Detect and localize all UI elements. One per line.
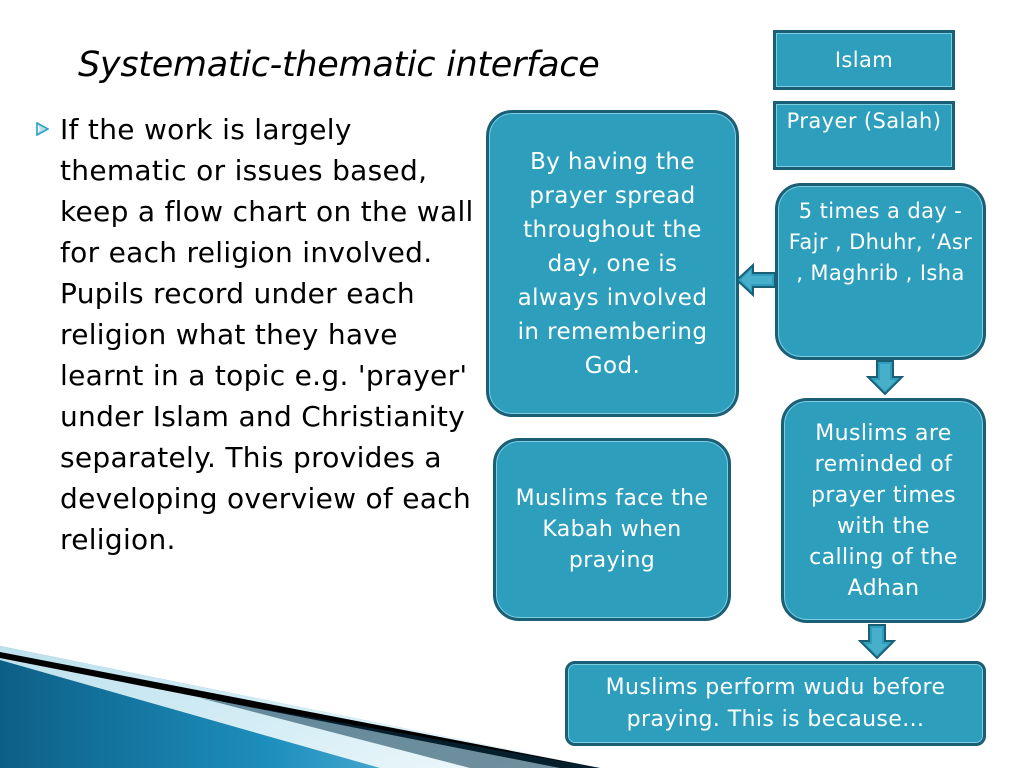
arrow-down-icon: [866, 360, 904, 396]
flowchart-box-prayer-label: Prayer (Salah): [786, 109, 942, 133]
flowchart-box-kabah: [493, 438, 731, 621]
arrow-down-icon: [858, 624, 896, 660]
flowchart-box-prayer-spread-label: By having the prayer spread throughout the day, one is always involved in remembering God.: [517, 148, 708, 379]
bullet-icon: [35, 122, 49, 136]
arrow-left-icon: [735, 262, 777, 298]
flowchart-box-islam: [773, 30, 955, 90]
flowchart-box-wudu-label: Muslims perform wudu before praying. This is because...: [605, 674, 946, 732]
flowchart-box-kabah-label: Muslims face the Kabah when praying: [515, 486, 709, 573]
decorative-swoosh: [0, 638, 600, 768]
flowchart-box-prayer-times-label: 5 times a day - Fajr , Dhuhr, ‘Asr , Maghrib , Isha: [788, 199, 973, 285]
flowchart-box-wudu: [565, 661, 986, 746]
flowchart-box-adhan: [781, 398, 986, 623]
slide-title: Systematic-thematic interface: [78, 45, 600, 85]
flowchart-box-islam-label: Islam: [834, 48, 894, 72]
flowchart-box-prayer: [773, 101, 955, 170]
slide-body-text: If the work is largely thematic or issues based, keep a flow chart on the wall for each religion involved. Pupils record under each religion what they have learnt in a topic e.g. 'prayer' under Islam and Christianity separately. This provides a developing overview of each religion.: [60, 113, 474, 556]
flowchart-box-prayer-times: [775, 183, 986, 360]
flowchart-box-adhan-label: Muslims are reminded of prayer times with the calling of the Adhan: [809, 420, 958, 601]
flowchart-box-prayer-spread: [486, 110, 739, 417]
